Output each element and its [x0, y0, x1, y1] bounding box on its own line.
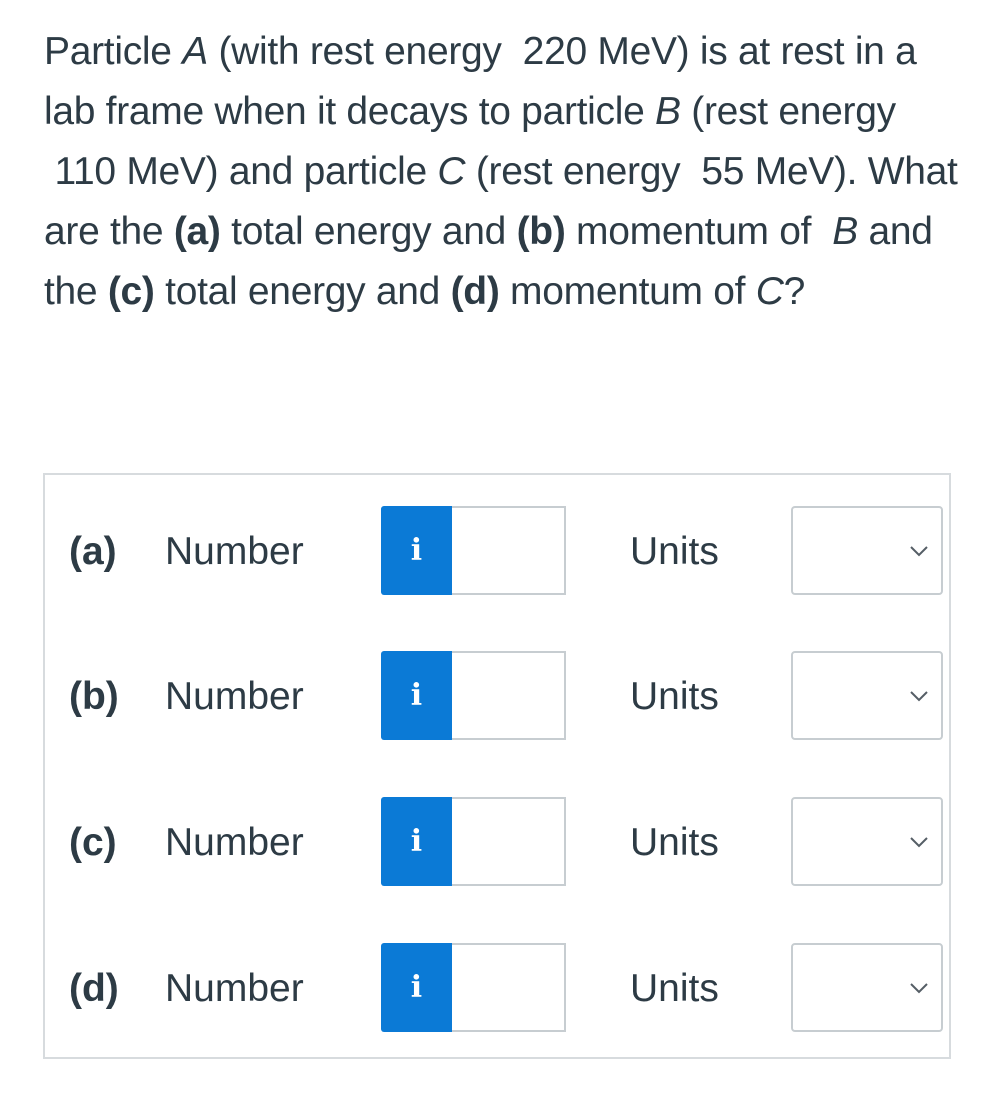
question-segment: (rest energy 110 MeV) and particle [44, 90, 896, 193]
info-button[interactable] [381, 943, 452, 1032]
particle-c-symbol: C [437, 150, 466, 193]
number-input-d[interactable] [452, 943, 566, 1032]
number-label: Number [165, 967, 304, 1010]
answer-panel [43, 473, 951, 1059]
question-segment: momentum of [499, 270, 756, 313]
number-label: Number [165, 821, 304, 864]
number-label: Number [165, 530, 304, 573]
question-segment: momentum of [565, 210, 833, 253]
units-select-c[interactable] [791, 797, 943, 886]
units-label: Units [630, 530, 719, 573]
info-button[interactable] [381, 651, 452, 740]
particle-c-symbol: C [755, 270, 784, 313]
part-b-marker: (b) [516, 210, 566, 253]
number-input-c[interactable] [452, 797, 566, 886]
number-label: Number [165, 675, 304, 718]
row-label: (a) [69, 530, 117, 573]
particle-b-symbol: B [655, 90, 681, 133]
question-segment: and the [44, 210, 933, 313]
units-label: Units [630, 675, 719, 718]
question-segment: (with rest energy 220 MeV) is at rest in a lab frame when it decays to particle [44, 30, 917, 133]
row-label: (b) [69, 675, 119, 718]
answer-row-d [45, 943, 949, 1033]
question-segment: Particle [44, 30, 183, 73]
answer-row-a [45, 506, 949, 596]
info-button[interactable] [381, 506, 452, 595]
chevron-down-icon [909, 544, 929, 558]
answer-row-b [45, 651, 949, 741]
row-label: (d) [69, 967, 119, 1010]
units-select-a[interactable] [791, 506, 943, 595]
info-button[interactable] [381, 797, 452, 886]
question-segment: (rest energy 55 MeV). What are the [44, 150, 958, 253]
row-label: (c) [69, 821, 117, 864]
particle-a-symbol: A [182, 30, 208, 73]
number-input-b[interactable] [452, 651, 566, 740]
question-segment: ? [783, 270, 805, 313]
part-c-marker: (c) [107, 270, 155, 313]
units-select-b[interactable] [791, 651, 943, 740]
part-d-marker: (d) [450, 270, 500, 313]
question-text [44, 22, 964, 322]
chevron-down-icon [909, 981, 929, 995]
question-segment: total energy and [154, 270, 451, 313]
info-icon: i [410, 532, 423, 568]
info-icon: i [410, 969, 423, 1005]
info-icon: i [410, 823, 423, 859]
chevron-down-icon [909, 835, 929, 849]
particle-b-symbol: B [832, 210, 858, 253]
answer-row-c [45, 797, 949, 887]
info-icon: i [410, 677, 423, 713]
part-a-marker: (a) [173, 210, 221, 253]
units-label: Units [630, 967, 719, 1010]
units-select-d[interactable] [791, 943, 943, 1032]
units-label: Units [630, 821, 719, 864]
question-segment: total energy and [220, 210, 517, 253]
number-input-a[interactable] [452, 506, 566, 595]
chevron-down-icon [909, 689, 929, 703]
